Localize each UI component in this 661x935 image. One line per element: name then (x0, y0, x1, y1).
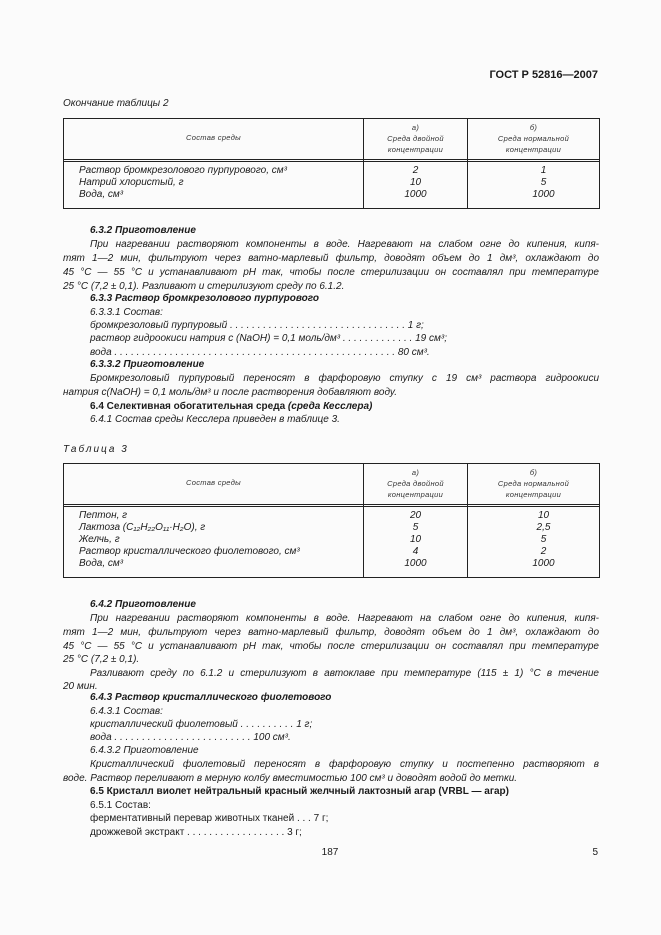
paragraph-line: Бромкрезоловый пурпуровый переносят в фарфоровую ступку с 19 см³ раствора гидроокиси (90, 373, 599, 384)
ingredient-line: ферментативный перевар животных тканей . . . 7 г; (90, 813, 329, 824)
table3-cell: 5 (412, 522, 419, 533)
paragraph-line: Разливают среду по 6.1.2 и стерилизуют в автоклаве при температуре (115 ± 1) °С в течение (90, 668, 599, 679)
subsection-label: 6.4.3.1 Состав: (90, 706, 163, 717)
table2-header-a: а) Среда двойной концентрации (387, 123, 444, 154)
table2-cell: 1000 (404, 189, 427, 200)
table2-cell: Натрий хлористый, г (79, 177, 184, 188)
table3-cell: Вода, см³ (79, 558, 124, 569)
table3-cell: 1000 (404, 558, 427, 569)
paragraph-line: При нагревании растворяют компоненты в воде. Нагревают на слабом огне до кипения, кипя- (90, 613, 599, 624)
table3-cell: Раствор кристаллического фиолетового, см³ (79, 546, 300, 557)
table3-header-a: а) Среда двойной концентрации (387, 468, 444, 499)
table3-caption: Таблица 3 (63, 444, 129, 455)
page-number-right: 5 (592, 847, 598, 858)
ingredient-line: раствор гидроокиси натрия с (NaOH) = 0,1 моль/дм³ . . . . . . . . . . . . . 19 см³; (90, 333, 447, 344)
table2-cell: 2 (412, 165, 419, 176)
section-heading: 6.4.2 Приготовление (90, 599, 196, 610)
subsection-label: 6.3.3.1 Состав: (90, 307, 163, 318)
paragraph-line: 25 °С (7,2 ± 0,1). Разливают и стерилизуют среду по 6.1.2. (63, 281, 345, 292)
paragraph-line: 45 °С — 55 °С и устанавливают pH так, чтобы после стерилизации он составлял при температуре (63, 267, 599, 278)
table3-cell: 2,5 (536, 522, 551, 533)
table3-cell: Желчь, г (79, 534, 120, 545)
table2-cell: 1000 (532, 189, 555, 200)
paragraph-line: натрия с(NaOH) = 0,1 моль/дм³ и после растворения добавляют воду. (63, 387, 397, 398)
ingredient-line: вода . . . . . . . . . . . . . . . . . . . . . . . . . . . . . . . . . . . . . . . . . . . . . . . . . . . 80 см³. (90, 347, 430, 358)
document-id: ГОСТ Р 52816—2007 (489, 69, 598, 81)
ingredient-line: вода . . . . . . . . . . . . . . . . . . . . . . . . . 100 см³. (90, 732, 291, 743)
section-heading: 6.4 Селективная обогатительная среда (среда Кесслера) (90, 401, 373, 412)
table3-cell: 20 (409, 510, 422, 521)
paragraph-line: воде. Раствор переливают в мерную колбу вместимостью 100 см³ и доводят водой до метки. (63, 773, 518, 784)
page-number-center: 187 (321, 847, 339, 858)
table3-cell: 5 (540, 534, 547, 545)
subsection-label: 6.5.1 Состав: (90, 800, 151, 811)
table2-cell: 1 (540, 165, 547, 176)
table2-header-composition: Состав среды (186, 133, 241, 142)
paragraph-line: При нагревании растворяют компоненты в воде. Нагревают на слабом огне до кипения, кипя- (90, 239, 599, 250)
paragraph-line: 45 °С — 55 °С и устанавливают pH так, чтобы после стерилизации он составлял при температуре (63, 641, 599, 652)
table3-cell: Пептон, г (79, 510, 128, 521)
ingredient-line: бромкрезоловый пурпуровый . . . . . . . . . . . . . . . . . . . . . . . . . . . . . . . . 1 г; (90, 320, 424, 331)
section-heading: 6.3.3 Раствор бромкрезолового пурпурового (90, 293, 319, 304)
table3-cell: 10 (409, 534, 422, 545)
paragraph-line: тят 1—2 мин, фильтруют через ватно-марлевый фильтр, доводят объем до 1 дм³, охлаждают до (63, 627, 599, 638)
section-heading: 6.4.3 Раствор кристаллического фиолетового (90, 692, 332, 703)
paragraph-line: тят 1—2 мин, фильтруют через ватно-марлевый фильтр, доводят объем до 1 дм³, охлаждают до (63, 253, 599, 264)
paragraph-line: Кристаллический фиолетовый переносят в фарфоровую ступку и постепенно растворяют в (90, 759, 599, 770)
table2-caption: Окончание таблицы 2 (63, 98, 169, 109)
paragraph-line: 6.4.1 Состав среды Кесслера приведен в таблице 3. (90, 414, 340, 425)
table2-cell: 10 (409, 177, 422, 188)
table3-cell: 10 (537, 510, 550, 521)
table3-header-composition: Состав среды (186, 478, 241, 487)
ingredient-line: кристаллический фиолетовый . . . . . . . . . . 1 г; (90, 719, 313, 730)
subsection-label: 6.4.3.2 Приготовление (90, 745, 199, 756)
table3-cell: 4 (412, 546, 419, 557)
table3-cell: 2 (540, 546, 547, 557)
section-heading: 6.3.2 Приготовление (90, 225, 196, 236)
table3-cell: Лактоза (C₁₂H₂₂O₁₁·H₂O), г (79, 522, 206, 533)
section-heading: 6.3.3.2 Приготовление (90, 359, 205, 370)
table2-header-b: б) Среда нормальной концентрации (497, 123, 570, 154)
paragraph-line: 25 °С (7,2 ± 0,1). (63, 654, 140, 665)
section-heading: 6.5 Кристалл виолет нейтральный красный желчный лактозный агар (VRBL — агар) (90, 786, 509, 797)
table2-cell: Раствор бромкрезолового пурпурового, см³ (79, 165, 287, 176)
ingredient-line: дрожжевой экстракт . . . . . . . . . . . . . . . . . . 3 г; (90, 827, 302, 838)
table2-cell: Вода, см³ (79, 189, 124, 200)
table2-cell: 5 (540, 177, 547, 188)
table3-header-b: б) Среда нормальной концентрации (497, 468, 570, 499)
paragraph-line: 20 мин. (63, 681, 98, 692)
table3-cell: 1000 (532, 558, 555, 569)
